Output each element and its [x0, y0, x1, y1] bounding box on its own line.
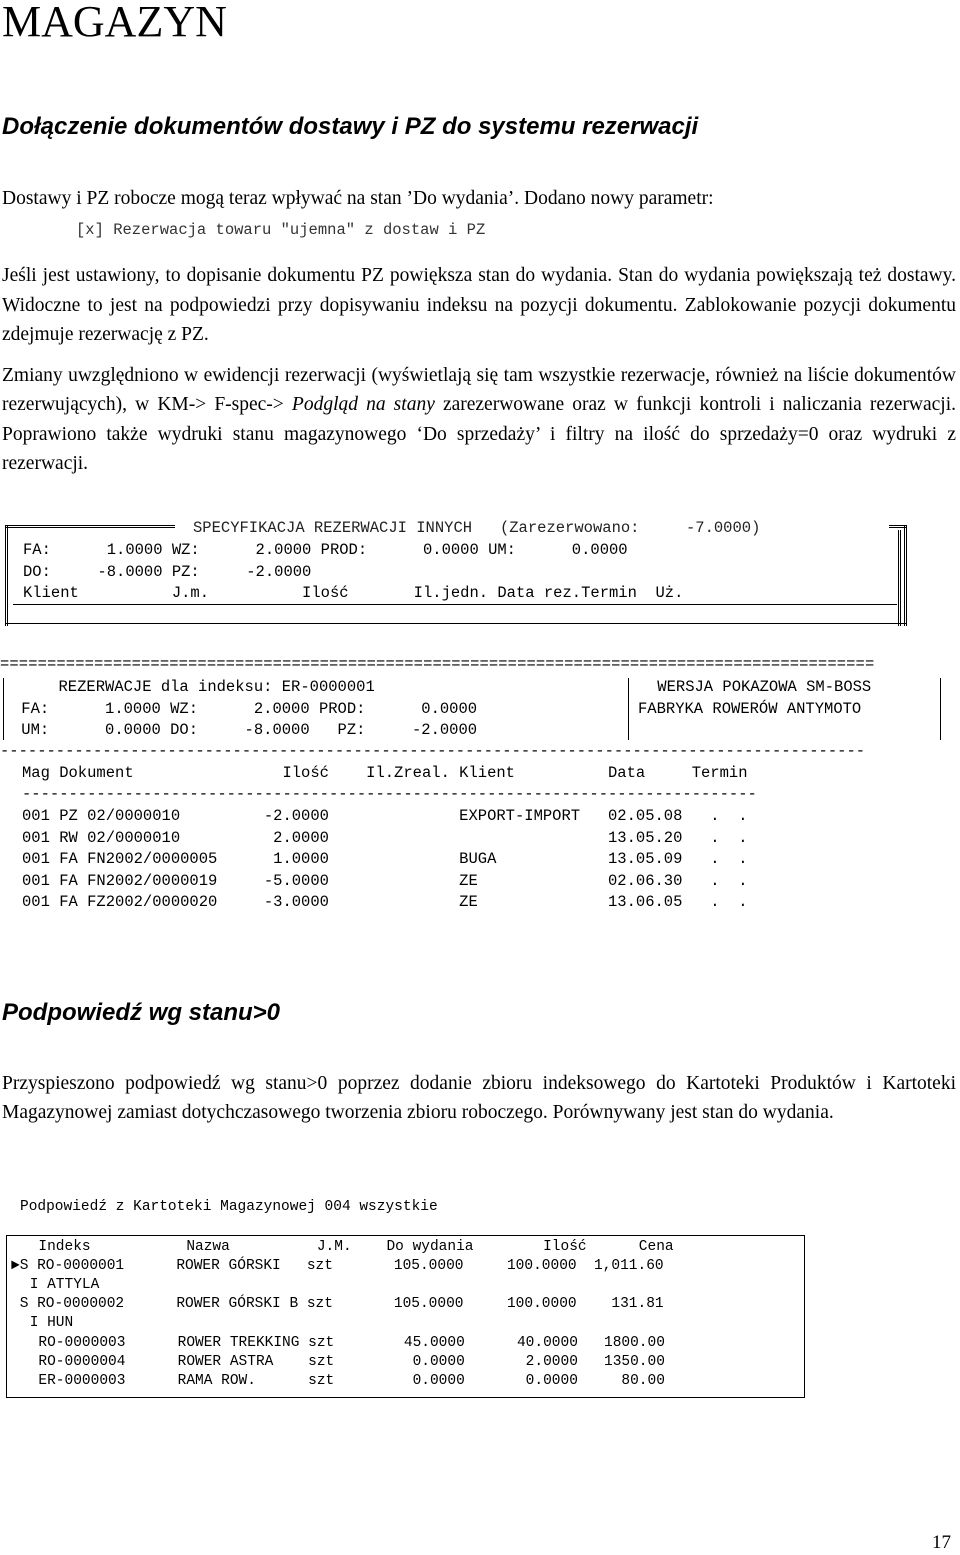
- rezerwacje-company: FABRYKA ROWERÓW ANTYMOTO: [638, 700, 862, 718]
- spec-title: SPECYFIKACJA REZERWACJI INNYCH (Zarezerwowano: -7.0000): [193, 519, 761, 537]
- rezerwacje-middle-bar: [628, 678, 629, 740]
- page-number: 17: [932, 1532, 951, 1553]
- rezerwacje-version: WERSJA POKAZOWA SM-BOSS: [648, 678, 872, 696]
- rezerwacje-right-bar: [940, 678, 941, 740]
- spec-line-1: FA: 1.0000 WZ: 2.0000 PROD: 0.0000 UM: 0.0000: [23, 541, 628, 559]
- spec-left-border: [5, 525, 8, 626]
- spec-right-border: [904, 525, 907, 626]
- rezerwacje-dash-rule: ---------------------------------------------------------------------------------------------: [0, 742, 866, 760]
- list-item[interactable]: S RO-0000002 ROWER GÓRSKI B szt 105.0000 100.0000 131.81: [11, 1296, 664, 1312]
- list-item[interactable]: I HUN: [21, 1315, 74, 1331]
- parameter-option: [x] Rezerwacja towaru "ujemna" z dostaw i PZ: [76, 221, 486, 239]
- table-row: 001 RW 02/0000010 2.0000 13.05.20 . .: [22, 829, 748, 847]
- rezerwacje-stats-2: UM: 0.0000 DO: -8.0000 PZ: -2.0000: [12, 721, 478, 739]
- rezerwacje-title: REZERWACJE dla indeksu: ER-0000001: [12, 678, 375, 696]
- intro-text: Dostawy i PZ robocze mogą teraz wpływać na stan ’Do wydania’. Dodano nowy parametr:: [2, 188, 714, 209]
- changes-text-before: Zmiany uwzględniono w ewidencji rezerwacji (wyświetlają się tam wszystkie rezerwacje, również na liście dokumentów rezerwujących), w KM-> F-spec->: [2, 365, 956, 416]
- table-row: 001 FA FN2002/0000005 1.0000 BUGA 13.05.09 . .: [22, 850, 748, 868]
- list-item[interactable]: I ATTYLA: [21, 1277, 100, 1293]
- podpowiedz-window-title: Podpowiedź z Kartoteki Magazynowej 004 wszystkie: [20, 1199, 438, 1215]
- spec-header-underline: [13, 604, 897, 605]
- table-row: 001 PZ 02/0000010 -2.0000 EXPORT-IMPORT 02.05.08 . .: [22, 807, 748, 825]
- changes-text-after: zarezerwowane oraz w funkcji kontroli i naliczania rezerwacji. Poprawiono także wydruki stanu magazynowego ‘Do sprzedaży’ i filtry na ilość do sprzedaży=0 oraz wydruki z rezerwacji.: [2, 394, 956, 474]
- intro-paragraph: [2, 184, 956, 247]
- spec-reservation-window: [5, 516, 907, 626]
- rezerwacje-column-header: Mag Dokument Ilość Il.Zreal. Klient Data Termin: [22, 764, 748, 782]
- podpowiedz-paragraph: [2, 1069, 956, 1128]
- rezerwacje-top-rule: =============================================================================================: [0, 655, 875, 673]
- spec-top-border-left: [5, 525, 175, 528]
- podpowiedz-list-box[interactable]: [6, 1235, 805, 1398]
- rezerwacje-left-bar: [3, 678, 4, 740]
- changes-text: [2, 361, 956, 478]
- rezerwacje-header-rule: -------------------------------------------------------------------------------: [22, 785, 757, 803]
- list-item[interactable]: RO-0000004 ROWER ASTRA szt 0.0000 2.0000 1350.00: [21, 1354, 665, 1370]
- list-item[interactable]: ER-0000003 RAMA ROW. szt 0.0000 0.0000 80.00: [21, 1373, 665, 1389]
- list-item[interactable]: ►S RO-0000001 ROWER GÓRSKI szt 105.0000 100.0000 1,011.60: [11, 1258, 664, 1274]
- spec-scrollbar[interactable]: [898, 530, 901, 626]
- table-row: 001 FA FZ2002/0000020 -3.0000 ZE 13.06.05 . .: [22, 893, 748, 911]
- spec-bottom-border: [5, 623, 907, 624]
- list-item[interactable]: RO-0000003 ROWER TREKKING szt 45.0000 40.0000 1800.00: [21, 1335, 665, 1351]
- changes-text-italic: Podgląd na stany: [291, 394, 435, 416]
- description-paragraph: [2, 261, 956, 350]
- description-text: Jeśli jest ustawiony, to dopisanie dokumentu PZ powiększa stan do wydania. Stan do wydania powiększają też dostawy. Widoczne to jest na podpowiedzi przy dopisywaniu indeksu na pozycji dokumentu. Zablokowanie pozycji dokumentu zdejmuje rezerwację z PZ.: [2, 265, 956, 345]
- spec-line-2: DO: -8.0000 PZ: -2.0000: [23, 563, 312, 581]
- podpowiedz-column-header: Indeks Nazwa J.M. Do wydania Ilość Cena: [21, 1239, 674, 1255]
- changes-paragraph: [2, 361, 956, 478]
- table-row: 001 FA FN2002/0000019 -5.0000 ZE 02.06.30 . .: [22, 872, 748, 890]
- section-heading-rezerwacje: Dołączenie dokumentów dostawy i PZ do systemu rezerwacji: [2, 113, 699, 140]
- page-title: MAGAZYN: [2, 0, 227, 46]
- section-heading-podpowiedz: Podpowiedź wg stanu>0: [2, 999, 281, 1026]
- spec-column-header: Klient J.m. Ilość Il.jedn. Data rez.Termin Uż.: [23, 584, 684, 602]
- rezerwacje-stats-1: FA: 1.0000 WZ: 2.0000 PROD: 0.0000: [12, 700, 478, 718]
- podpowiedz-text: Przyspieszono podpowiedź wg stanu>0 poprzez dodanie zbioru indeksowego do Kartoteki Produktów i Kartoteki Magazynowej zamiast dotychczasowego tworzenia zbioru roboczego. Porównywany jest stan do wydania.: [2, 1073, 956, 1124]
